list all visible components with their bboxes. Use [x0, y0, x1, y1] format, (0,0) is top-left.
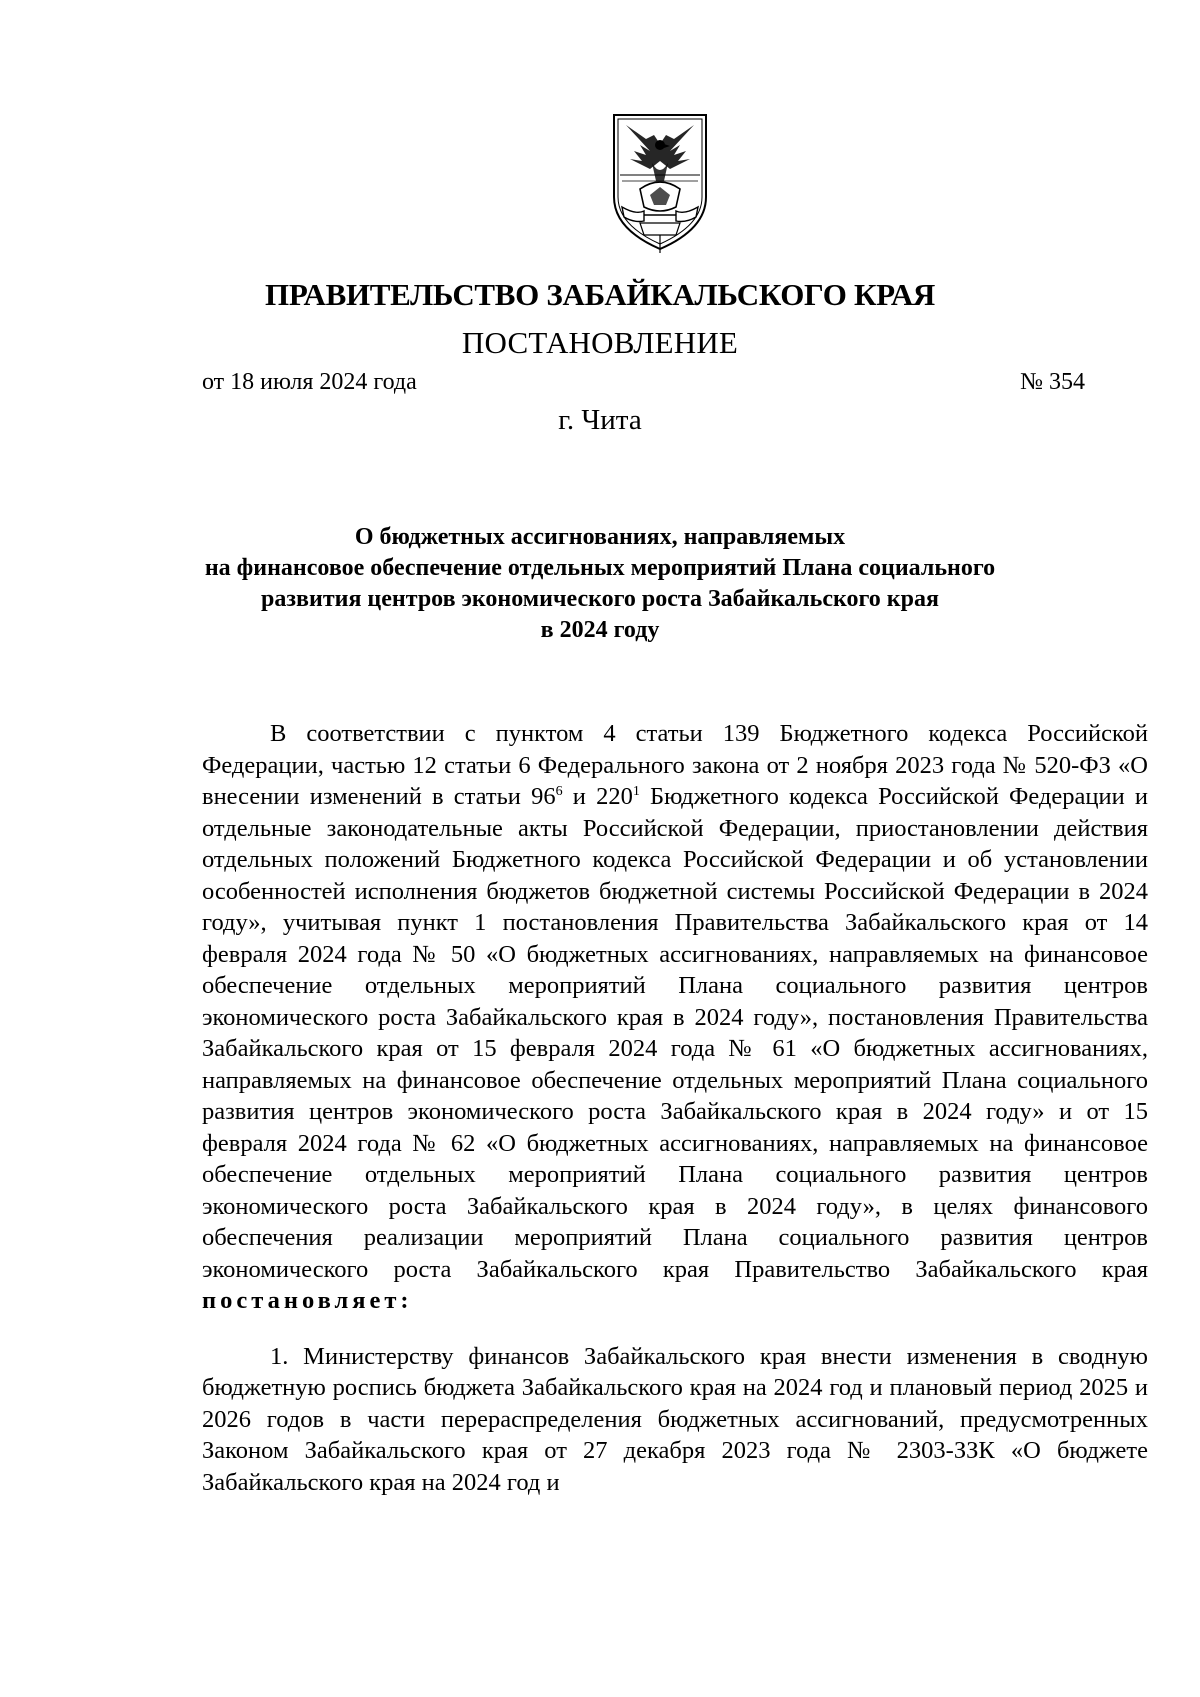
decree-word: постановляет:: [202, 1287, 413, 1314]
preamble-text: и 220: [562, 783, 633, 810]
subject-line: О бюджетных ассигнованиях, направляемых: [354, 524, 846, 550]
document-body: [202, 718, 1148, 1498]
superscript: 1: [632, 784, 640, 799]
subject-line: развития центров экономического роста Забайкальского края: [261, 586, 939, 612]
preamble-text: В соответствии с пунктом 4 статьи 139 Бюджетного кодекса Российской Федерации, частью 12 статьи 6 Федерального закона от 2 ноября 2023 года № 520-ФЗ «О внесении изменений в статьи 96: [202, 720, 1148, 810]
clause-paragraph: 1. Министерству финансов Забайкальского края внести изменения в сводную бюджетную роспись бюджета Забайкальского края на 2024 год и плановый период 2025 и 2026 годов в части перераспределения бюджетных ассигнований, предусмотренных Законом Забайкальского края от 27 декабря 2023 года № 2303-ЗЗК «О бюджете Забайкальского края на 2024 год и: [202, 1342, 1148, 1496]
subject-line: на финансовое обеспечение отдельных мероприятий Плана социального: [204, 555, 996, 581]
document-number: № 354: [1020, 369, 1085, 395]
government-title: ПРАВИТЕЛЬСТВО ЗАБАЙКАЛЬСКОГО КРАЯ: [265, 277, 935, 312]
subject-line: в 2024 году: [540, 617, 660, 643]
document-date: от 18 июля 2024 года: [202, 369, 417, 395]
preamble-text: Бюджетного кодекса Российской Федерации и отдельные законодательные акты Российской Федерации, приостановлении действия отдельных положений Бюджетного кодекса Российской Федерации и об установлении особенностей исполнения бюджетов бюджетной системы Российской Федерации в 2024 году», учитывая пункт 1 постановления Правительства Забайкальского края от 14 февраля 2024 года № 50 «О бюджетных ассигнованиях, направляемых на финансовое обеспечение отдельных мероприятий Плана социального развития центров экономического роста Забайкальского края в 2024 году», постановления Правительства Забайкальского края от 15 февраля 2024 года № 61 «О бюджетных ассигнованиях, направляемых на финансовое обеспечение отдельных мероприятий Плана социального развития центров экономического роста Забайкальского края в 2024 году» и от 15 февраля 2024 года № 62 «О бюджетных ассигнованиях, направляемых на финансовое обеспечение отдельных мероприятий Плана социального развития центров экономического роста Забайкальского края в 2024 году», в целях финансового обеспечения реализации мероприятий Плана социального развития центров экономического роста Забайкальского края Правительство Забайкальского края: [202, 783, 1148, 1283]
document-subject: [150, 522, 1050, 646]
document-type: ПОСТАНОВЛЕНИЕ: [461, 325, 739, 360]
coat-of-arms-icon: [606, 111, 714, 259]
superscript: 6: [555, 784, 563, 799]
preamble-paragraph: [202, 718, 1148, 1317]
document-city: г. Чита: [558, 404, 642, 436]
